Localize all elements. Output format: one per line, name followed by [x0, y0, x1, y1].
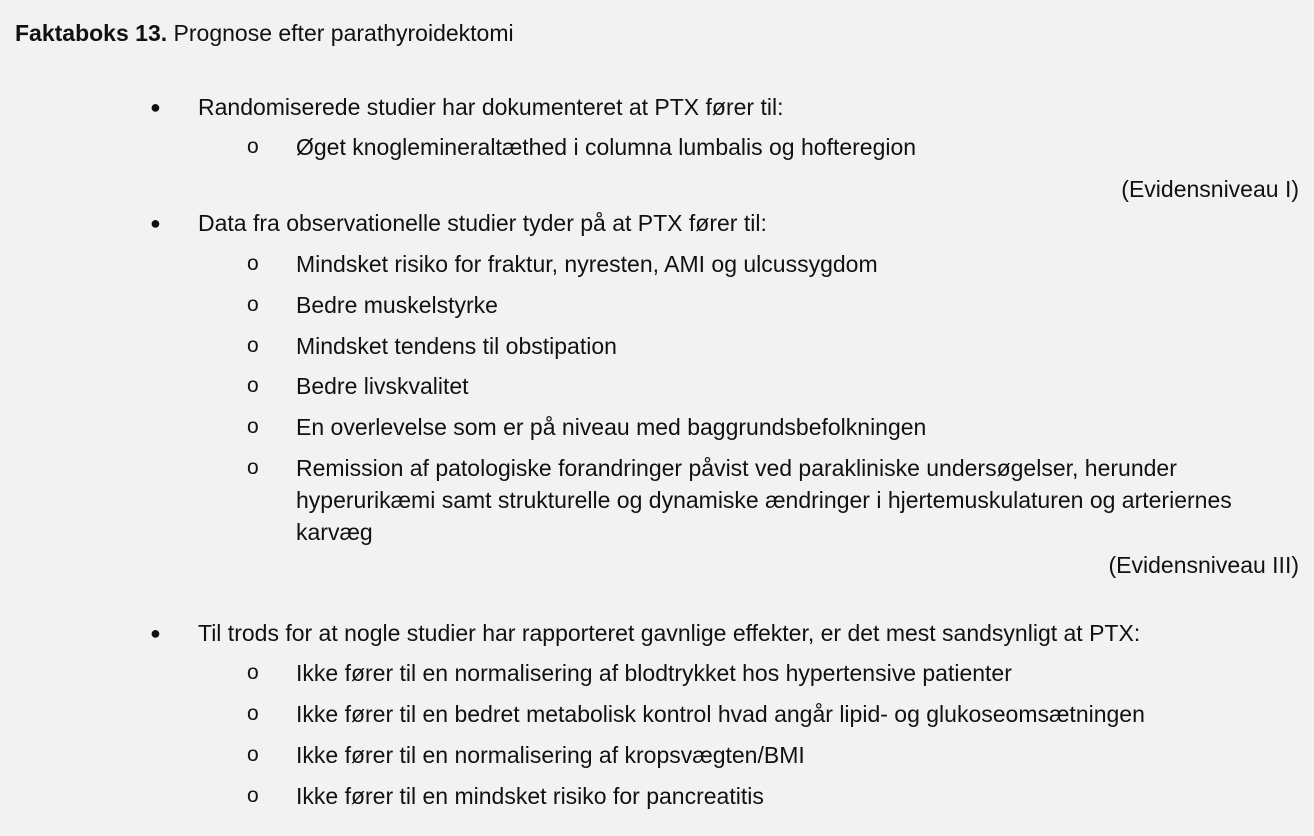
bullet-text: Data fra observationelle studier tyder på at PTX fører til: — [198, 210, 767, 236]
sub-text: Mindsket tendens til obstipation — [296, 333, 617, 359]
sub-text: Ikke fører til en mindsket risiko for pancreatitis — [296, 783, 764, 809]
bullet-marker: ● — [150, 97, 161, 117]
bullet-text: Randomiserede studier har dokumenteret at PTX fører til: — [198, 94, 784, 120]
sub-marker: o — [247, 743, 259, 766]
fact-box-label: Faktaboks 13. — [15, 20, 168, 46]
evidence-level: (Evidensniveau III) — [1108, 552, 1299, 578]
sub-text: Remission af patologiske forandringer påvist ved parakliniske undersøgelser, herunder hyperurikæmi samt strukturelle og dynamiske ændringer i hjertemuskulaturen og arteriernes karvæg — [296, 455, 1232, 545]
fact-box-title — [15, 19, 514, 47]
sub-text: Øget knoglemineraltæthed i columna lumbalis og hofteregion — [296, 134, 917, 160]
bullet-text: Til trods for at nogle studier har rapporteret gavnlige effekter, er det mest sandsynligt at PTX: — [198, 620, 1141, 646]
sub-marker: o — [247, 252, 259, 275]
evidence-level: (Evidensniveau I) — [1121, 176, 1299, 202]
sub-marker: o — [247, 334, 259, 357]
sub-marker: o — [247, 293, 259, 316]
sub-marker: o — [247, 661, 259, 684]
sub-marker: o — [247, 135, 259, 158]
sub-text: Ikke fører til en normalisering af kropsvægten/BMI — [296, 742, 805, 768]
sub-text: Bedre livskvalitet — [296, 373, 469, 399]
sub-marker: o — [247, 702, 259, 725]
bullet-marker: ● — [150, 623, 161, 643]
sub-marker: o — [247, 374, 259, 397]
sub-text: En overlevelse som er på niveau med baggrundsbefolkningen — [296, 414, 927, 440]
bullet-marker: ● — [150, 213, 161, 233]
sub-marker: o — [247, 415, 259, 438]
sub-text: Ikke fører til en normalisering af blodtrykket hos hypertensive patienter — [296, 660, 1012, 686]
sub-marker: o — [247, 456, 259, 479]
sub-marker: o — [247, 784, 259, 807]
sub-text: Bedre muskelstyrke — [296, 292, 498, 318]
fact-box-heading: Prognose efter parathyroidektomi — [167, 20, 514, 46]
sub-text: Ikke fører til en bedret metabolisk kontrol hvad angår lipid- og glukoseomsætningen — [296, 701, 1145, 727]
sub-text: Mindsket risiko for fraktur, nyresten, AMI og ulcussygdom — [296, 251, 878, 277]
